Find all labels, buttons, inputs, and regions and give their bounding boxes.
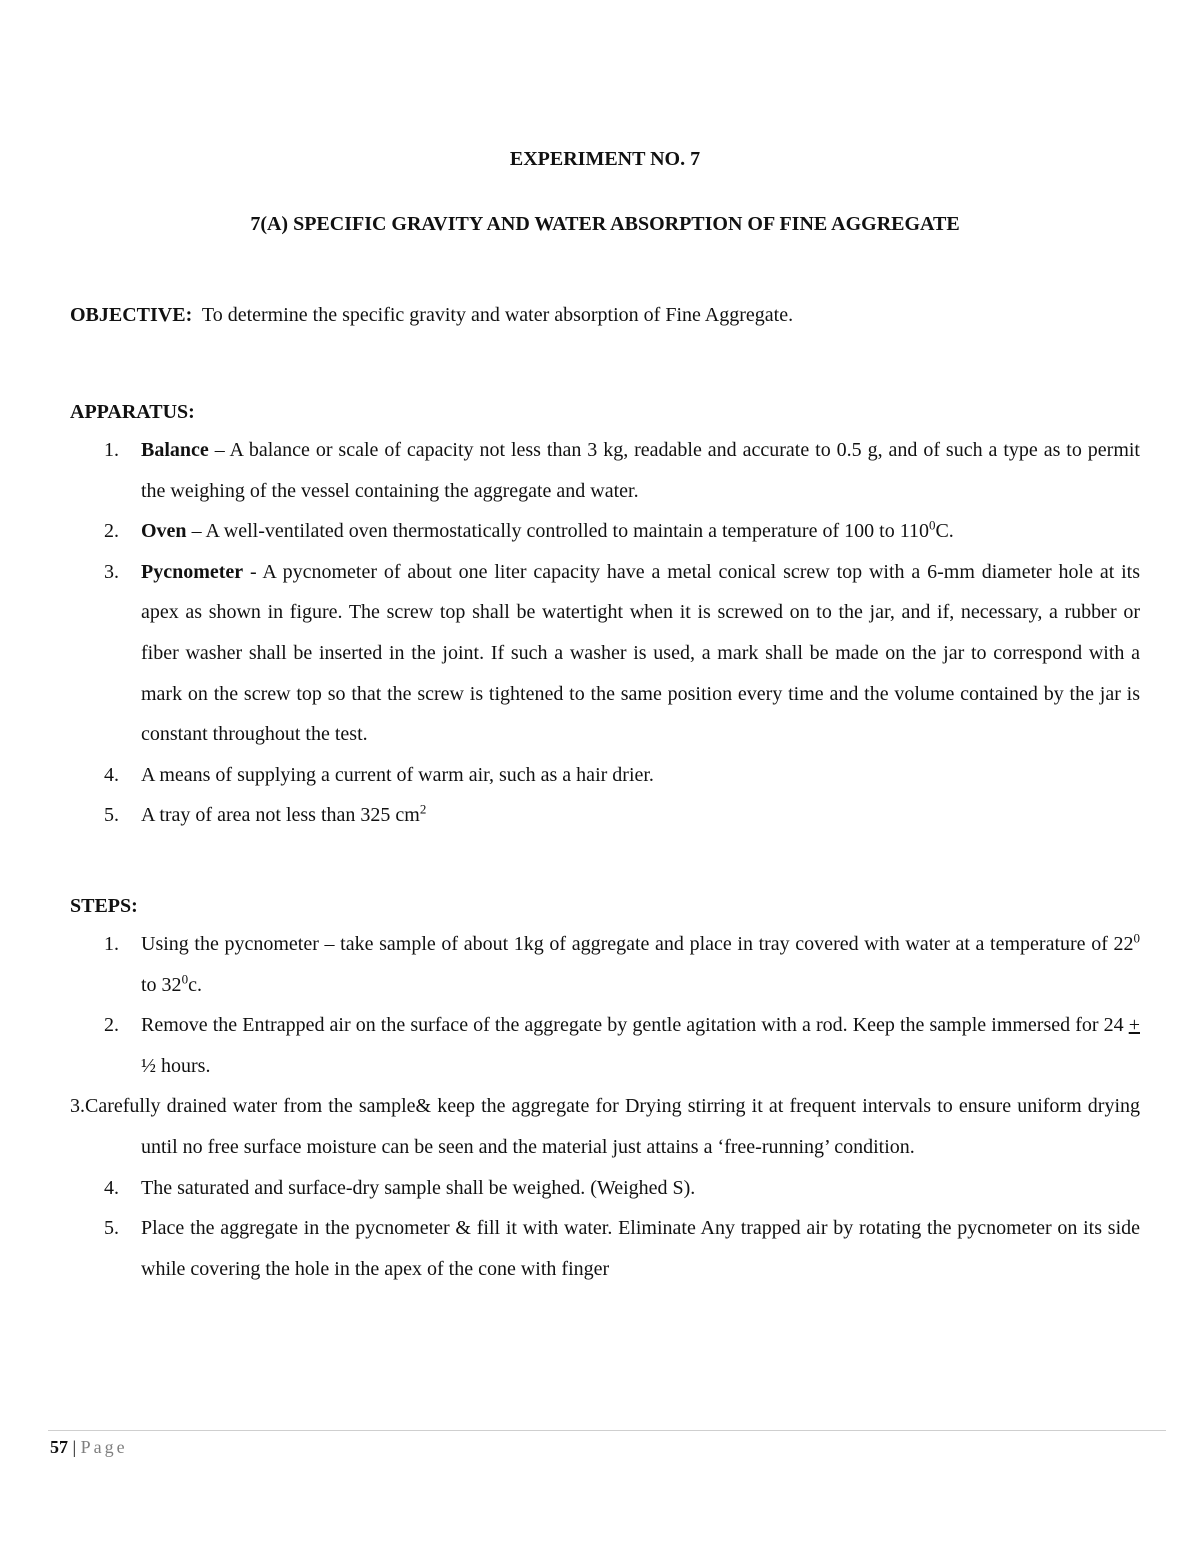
step-text: Place the aggregate in the pycnometer & fill it with water. Eliminate Any trapped air by rotating the pycnometer on its side while covering the hole in the apex of the cone with finger bbox=[141, 1217, 1140, 1280]
apparatus-term: Pycnometer bbox=[141, 560, 244, 583]
list-number: 5. bbox=[104, 1217, 119, 1240]
page-number: 57 bbox=[50, 1437, 68, 1457]
superscript: 0 bbox=[181, 970, 189, 986]
list-number: 3. bbox=[104, 560, 119, 583]
document-page bbox=[70, 140, 1140, 1289]
superscript: 0 bbox=[1133, 930, 1140, 946]
experiment-title: EXPERIMENT NO. 7 bbox=[509, 148, 701, 170]
list-number: 2. bbox=[104, 1014, 119, 1037]
list-number: 5. bbox=[104, 804, 119, 827]
apparatus-heading: APPARATUS: bbox=[70, 401, 195, 423]
objective-text: To determine the specific gravity and water absorption of Fine Aggregate. bbox=[201, 304, 794, 326]
step-text: c. bbox=[188, 973, 202, 996]
apparatus-text: – A balance or scale of capacity not less than 3 kg, readable and accurate to 0.5 g, and of such a type as to permit the weighing of the vessel containing the aggregate and water. bbox=[141, 439, 1140, 502]
apparatus-term: Oven bbox=[141, 520, 187, 543]
footer-divider bbox=[48, 1430, 1166, 1431]
apparatus-term: Balance bbox=[141, 439, 209, 461]
list-item bbox=[70, 1086, 1140, 1167]
list-item bbox=[70, 755, 1140, 796]
superscript: 0 bbox=[928, 517, 936, 533]
list-item bbox=[70, 1005, 1140, 1086]
step-text: Remove the Entrapped air on the surface of the aggregate by gentle agitation with a rod. Keep the sample immersed for 24 bbox=[141, 1014, 1129, 1037]
list-number: 1. bbox=[104, 932, 119, 955]
footer-separator: | bbox=[68, 1437, 81, 1457]
apparatus-text: A means of supplying a current of warm air, such as a hair drier. bbox=[141, 763, 654, 786]
apparatus-text-tail: C. bbox=[935, 520, 954, 543]
list-item bbox=[70, 511, 1140, 552]
list-number: 3. bbox=[70, 1095, 85, 1118]
page-label: Page bbox=[80, 1437, 128, 1457]
step-text: Using the pycnometer – take sample of about 1kg of aggregate and place in tray covered with water at a temperature of 22 bbox=[141, 932, 1134, 955]
list-number: 4. bbox=[104, 763, 119, 786]
plus-minus-sign: + bbox=[1128, 1014, 1140, 1037]
list-item bbox=[70, 552, 1140, 755]
apparatus-text: – A well-ventilated oven thermostatically controlled to maintain a temperature of 100 to 110 bbox=[186, 520, 929, 543]
objective-label: OBJECTIVE: bbox=[70, 304, 193, 326]
steps-heading: STEPS: bbox=[70, 894, 138, 917]
list-item bbox=[70, 1168, 1140, 1209]
list-number: 2. bbox=[104, 520, 119, 543]
superscript: 2 bbox=[419, 801, 427, 817]
page-footer bbox=[50, 1434, 128, 1460]
list-number: 4. bbox=[104, 1176, 119, 1199]
list-number: 1. bbox=[104, 439, 119, 461]
apparatus-text: A tray of area not less than 325 cm bbox=[141, 804, 420, 827]
apparatus-list bbox=[70, 430, 1140, 836]
step-text: The saturated and surface-dry sample shall be weighed. (Weighed S). bbox=[141, 1176, 696, 1199]
step-text: to 32 bbox=[141, 973, 182, 996]
apparatus-text: - A pycnometer of about one liter capacity have a metal conical screw top with a 6-mm diameter hole at its apex as shown in figure. The screw top shall be watertight when it is screwed on to the jar, and if, necessary, a rubber or fiber washer shall be inserted in the joint. If such a washer is used, a mark shall be made on the jar to correspond with a mark on the screw top so that the screw is tightened to the same position every time and the volume contained by the jar is constant throughout the test. bbox=[141, 560, 1140, 746]
step-text: ½ hours. bbox=[141, 1054, 211, 1077]
steps-list bbox=[70, 924, 1140, 1289]
list-item bbox=[70, 430, 1140, 511]
list-item bbox=[70, 1208, 1140, 1289]
list-item bbox=[70, 795, 1140, 836]
step-text: Carefully drained water from the sample& keep the aggregate for Drying stirring it at frequent intervals to ensure uniform drying until no free surface moisture can be seen and the material just attains a ‘free-running’ condition. bbox=[85, 1095, 1140, 1158]
list-item bbox=[70, 924, 1140, 1005]
objective-paragraph bbox=[70, 296, 1140, 334]
section-title: 7(A) SPECIFIC GRAVITY AND WATER ABSORPTION OF FINE AGGREGATE bbox=[250, 213, 960, 235]
